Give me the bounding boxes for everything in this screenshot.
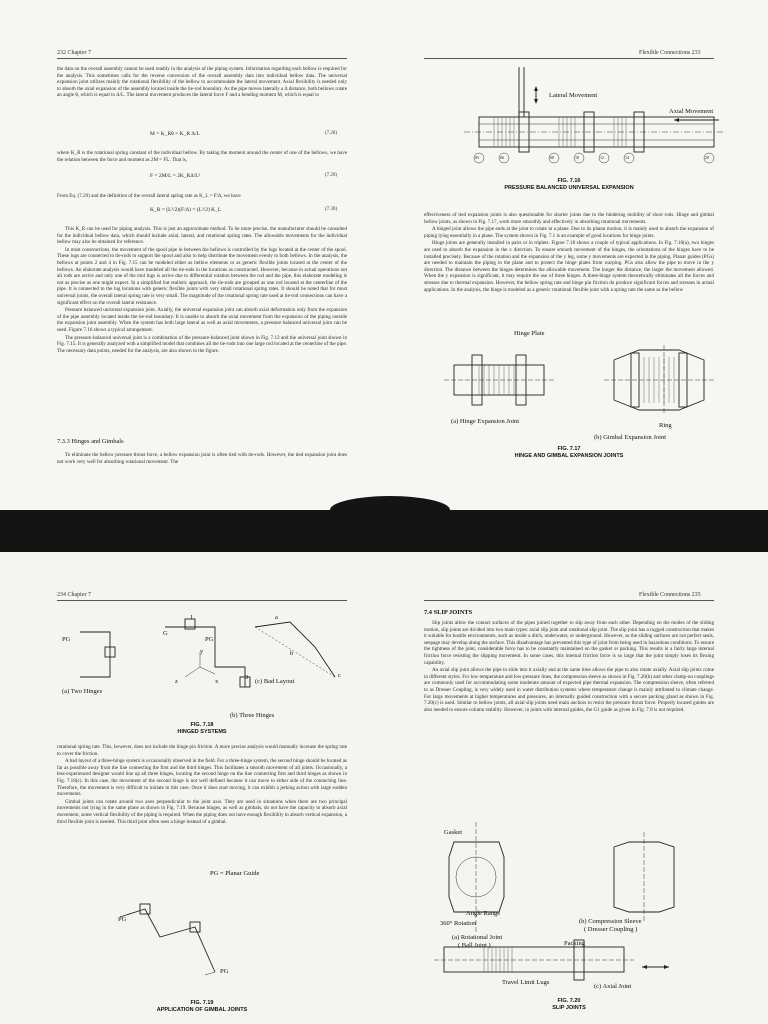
body-text [57, 150, 347, 164]
figure-number: FIG. 7.17 [557, 446, 581, 452]
point-label: 1 [190, 614, 194, 621]
body-text [424, 212, 714, 294]
figure-7-17-drawing [444, 345, 714, 425]
point-label: a [275, 614, 278, 621]
axis-label: x [215, 678, 219, 685]
paragraph: This K_R can be used for piping analysis. This is just an approximate method. To be more precise, the manufacturer should be consulted for the individual bellow data, which should include axial, lateral, and rotational spring rates. The allowable movements for the individual bellow may also be obtained for reference. [57, 226, 347, 246]
paragraph: Slip joints allow the contact surfaces of the pipes joined together to slip away from each other. Depending on the modes of the sliding motion, slip joints are divided into two main types: axial slip joint and rotational slip joint. The slip joint has a rugged construction that makes it suitable for hostile environments, such as inside a ditch, underwater, or underground. However, as the sliding surfaces are not perfect seals, seepage may develop along the surface. This disadvantage has prevented this type of joint from being used in hazardous conditions. To ensure the tightness of the joint, considerable force has to be constantly maintained on the gasket or packing. This results in a fairly large internal friction force resisting the slipping movement. In some cases, this internal friction force is so large that the joint simply loses its flexing capability. [424, 620, 714, 666]
axis-label: z [175, 678, 178, 685]
page-232 [0, 0, 384, 510]
figure-7-18-drawing [60, 607, 350, 717]
paragraph: A bad layout of a three-hinge system is occasionally observed in the field. For a three-hinge system, the second hinge should be located as far as possible away from the line connecting the first and the third hinges. This facilitates a smooth movement of all joints. Occasionally, a less-experienced designer would line up all three hinges, locating the second hinge on the line connecting first and third hinges as shown in Fig. 7.18(c). In this case, the movement of the second hinge is not well defined because it can move to either side of the connecting line. Therefore, the movement is very difficult to initiate in this case. Once it does start moving, it can exhibit a jerking action with large sudden movements. [57, 758, 347, 798]
node-label: 06 [500, 155, 504, 160]
subfigure-label: (a) Rotational Joint [452, 934, 503, 941]
body-text [57, 193, 347, 201]
running-head: 232 Chapter 7 [57, 50, 91, 56]
running-head: 234 Chapter 7 [57, 592, 91, 598]
figure-number: FIG. 7.20 [557, 998, 581, 1004]
paragraph: Gimbal joints can rotate around two axes perpendicular to the joint axis. They are used in situations when there are two principal movements not lying in the same plane as shown in Fig. 7.19. Because hinges, as well as gimbals, do not have the capacity to absorb axial movement, some vertical flexibility of the piping is required. When the piping does not have enough flexibility to absorb vertical expansion, a third flexible joint is needed. This third joint often uses a hinge instead of a gimbal. [57, 798, 347, 825]
page-234 [0, 552, 384, 1024]
fig719-legend: PG = Planar Guide [210, 870, 260, 877]
subfigure-label: (a) Two Hinges [62, 688, 103, 695]
figure-caption [424, 178, 714, 191]
body-text [424, 620, 714, 714]
subfigure-label: (b) Gimbal Expansion Joint [594, 434, 667, 441]
body-text [57, 452, 347, 466]
paragraph: A hinged joint allows the pipe ends at the joint to rotate in a plane. Due to its planar motion, it is mainly used to absorb the expansion of piping lying essentially in a plane. The system shown in Fig. 7.1 is an example of good locations for hinge joints. [424, 226, 714, 239]
node-label: 08 [550, 155, 554, 160]
point-label: b [290, 650, 294, 657]
paragraph: The pressure-balanced universal joint is a combination of the pressure-balanced joint shown in Fig. 7.13 and the universal joint shown in Fig. 7.15. It is generally analyzed with a simplified model that combines all the tie-rods into one large rod located at the centerline of the pipe. The necessary data points, needed for the analysis, are also shown in the figure. [57, 334, 347, 354]
figure-caption [424, 998, 714, 1011]
section-heading: 7.3.3 Hinges and Gimbals [57, 438, 124, 445]
point-label: c [338, 672, 341, 679]
subfigure-label: (b) Compression Sleeve [579, 918, 642, 925]
header-rule [424, 58, 714, 59]
label-ring: Ring [659, 422, 672, 429]
node-label: 20 [705, 155, 709, 160]
scan-gap [0, 510, 768, 552]
node-label: 10 [575, 155, 579, 160]
node-label: 14 [625, 155, 629, 160]
body-text [57, 226, 347, 355]
label-pg: PG [118, 916, 127, 923]
header-rule [424, 600, 714, 601]
section-heading: 7.4 SLIP JOINTS [424, 609, 473, 616]
figure-title: HINGE AND GIMBAL EXPANSION JOINTS [514, 452, 624, 459]
paragraph: To eliminate the bellow pressure thrust force, a bellow expansion joint is often tied with tie-rods. However, the tied expansion joint does not work very well for absorbing rotational movement. The [57, 452, 347, 465]
label-lateral-movement: Lateral Movement [549, 92, 598, 99]
figure-number: FIG. 7.19 [190, 1000, 214, 1006]
equation-number: (7.30) [325, 207, 338, 212]
label-rotation: 360° Rotation [440, 920, 477, 927]
header-rule [57, 58, 347, 59]
node-label: 12 [600, 155, 604, 160]
figure-number: FIG. 7.16 [557, 178, 581, 184]
header-rule [57, 600, 347, 601]
bottom-spread [0, 552, 768, 1024]
subfigure-label: (b) Three Hinges [230, 712, 275, 719]
node-label: 05 [475, 155, 479, 160]
figure-7-19-drawing [100, 877, 300, 987]
figure-title: HINGED SYSTEMS [177, 728, 227, 735]
paragraph: where K_R is the rotational spring constant of the individual bellow. By taking the moment around the center of one of the bellows, we have the relation between the force and moment as 2M = FL. That is, [57, 150, 347, 163]
subfigure-label: ( Ball Joint ) [458, 942, 491, 949]
label-hinge-plate: Hinge Plate [514, 330, 545, 337]
equation-number: (7.28) [325, 131, 338, 136]
body-text [57, 744, 347, 826]
label-axial-movement: Axial Movement [669, 108, 714, 115]
paragraph: rotational spring rate. This, however, does not include the hinge pin friction. A more precise analysis would manually increase the spring rate to cover the friction. [57, 744, 347, 757]
top-spread [0, 0, 768, 510]
paragraph: the data on the overall assembly cannot be used readily in the analysis of the piping system. Information regarding each bellow is required for the analysis. This sometimes calls for the reverse conversion of the overall assembly data into individual bellow data. The universal expansion joint utilizes mainly the rotational flexibility of the bellow to accommodate the lateral movement. Axial flexibility is needed only to absorb the axial expansion of the assembly located inside the tie-rod boundary. As the pipe moves laterally a Δ distance, both bellows rotate an angle θ, which is equal to Δ/L. The lateral movement produces the lateral force F and a bending moment M, which is equal to [57, 66, 347, 99]
label-packing: Packing [564, 940, 585, 947]
running-head: Flexible Connections 235 [639, 592, 701, 598]
body-text [57, 66, 347, 100]
label-pg: PG [205, 636, 214, 643]
page-235 [384, 552, 768, 1024]
label-pg: PG [220, 968, 229, 975]
figure-number: FIG. 7.18 [190, 722, 214, 728]
figure-caption [57, 1000, 347, 1013]
axis-label: y [200, 648, 204, 655]
equation-7-28: M = K_Rθ = K_R Δ/L [150, 131, 200, 137]
running-head: Flexible Connections 233 [639, 50, 701, 56]
equation-7-30: K_R = (L²/2)(F/Δ) = (L²/2) K_L [150, 207, 222, 213]
paragraph: Pressure balanced universal expansion joint. Axially, the universal expansion joint can absorb axial deformation only from the expansion of the pipe assembly located inside the tie-rod boundary. It is unable to absorb the axial movement from the expansion of the piping outside the expansion joint assembly. When the system has both large lateral as well as axial movements, a pressure balanced universal joint can be used. Figure 7.16 shows a typical arrangement. [57, 307, 347, 333]
point-label: 3 [245, 674, 249, 681]
paragraph: In most constructions, the movement of the spool pipe in between the bellows is controlled by the lugs located at the center of the spool. These lugs are connected to tie-rods to support the spool and also to help distribute the movement evenly to both bellows. In the analysis, the bellows at points 2 and 4 in Fig. 7.15 can be modeled either as bellow elements or as generic flexible joints located at the center of the bellows. An elaborate analysis would have modeled all the tie-rods in the locations as constructed. However, because in actual operations not all rods are active and only one of the mid lugs is active due to differential rotation between the rod and the pipe, this elaborate modeling is not as precise as one might expect. In a simplified but realistic approach, the tie-rods are grouped as one rod located at the centerline of the pipe. It is connected to the lug locations with generic flexible joints with very small rotational spring rates. It should be noted that for most universal joints, the overall lateral spring rate is very small. The magnitude of the rotational spring rate used at tie-rod connections can have a significant effect on the overall lateral resistance. [57, 246, 347, 306]
subfigure-label: (a) Hinge Expansion Joint [451, 418, 520, 425]
subfigure-label: (c) Axial Joint [594, 983, 632, 990]
label-angle-range: Angle Range [466, 910, 501, 917]
paragraph: From Eq. (7.29) and the definition of the overall lateral spring rate as K_L = F/Δ, we have [57, 193, 241, 199]
paragraph: effectiveness of tied expansion joints is also questionable for shorter joints due to the hindering mobility of short rods. Hinge and gimbal bellow joints, as shown in Fig. 7.17, work more smoothly and effectively in absorbing rotational movements. [424, 212, 714, 225]
label-travel-limit-lugs: Travel Limit Lugs [502, 979, 550, 986]
figure-title: SLIP JOINTS [552, 1004, 586, 1011]
figure-title: APPLICATION OF GIMBAL JOINTS [156, 1006, 248, 1013]
figure-caption [57, 722, 347, 735]
label-g: G [163, 630, 168, 637]
subfigure-label: (c) Bad Layout [255, 678, 295, 685]
paragraph: An axial slip joint allows the pipe to slide into it axially and at the same time allows the pipe to also rotate axially. Axial slip joints come in different styles. For low temperature and low-pressure lines, the compression sleeve as shown in Fig. 7.20(b) and other clamp-on couplings are commonly used for accommodating some moderate amount of expected pipe thermal expansion. The compression sleeve, often referred to as Dresser Coupling, is very widely used in water distribution systems where temperature change is mainly attributed to climate change. For large movements at higher temperatures and pressures, an internally guided construction with a secure packing gland as shown in Fig. 7.20(c) is used. Similar to bellow joints, all axial slip joints need main anchors to resist the pressure thrust force. Properly located guides are also needed to ensure column stability. However, in joints with internal guides, the G1 guide as given in Fig. 7.8 is not required. [424, 667, 714, 713]
equation-7-29: F = 2M/L = 2K_RΔ/L² [150, 173, 201, 179]
figure-title: PRESSURE BALANCED UNIVERSAL EXPANSION [504, 184, 634, 191]
figure-caption [424, 446, 714, 459]
equation-number: (7.29) [325, 173, 338, 178]
label-gasket: Gasket [444, 829, 463, 836]
label-pg: PG [62, 636, 71, 643]
page-233 [384, 0, 768, 510]
subfigure-label: ( Dresser Coupling ) [584, 926, 638, 933]
paragraph: Hinge joints are generally installed in pairs or in triplets. Figure 7.18 shows a couple of typical applications. In Fig. 7.18(a), two hinges are used to absorb the expansion in the x direction. To ensure smooth movement of the hinges, the orientations of the hinges have to be installed precisely. Because of the rotation and the expansion of the y leg, some y movements are expected in the piping. Planar guides (PGs) are needed to maintain the piping in the plane and to protect the hinge plates from warping. PGs also allow the pipe to move in the y direction. The distance between the hinges determines the allowable movement. The longer the distance, the larger the movement allowed. When the y expansion is significant, it may require the use of three hinges. A three-hinge system theoretically eliminates all the forces and stresses due to thermal expansion. However, the bellow spring rate and hinge pin friction do produce significant forces and stresses in actual applications. In the analysis, the hinge is modeled as a generic rotational flexible joint with a spring rate the same as the bellow [424, 240, 714, 293]
